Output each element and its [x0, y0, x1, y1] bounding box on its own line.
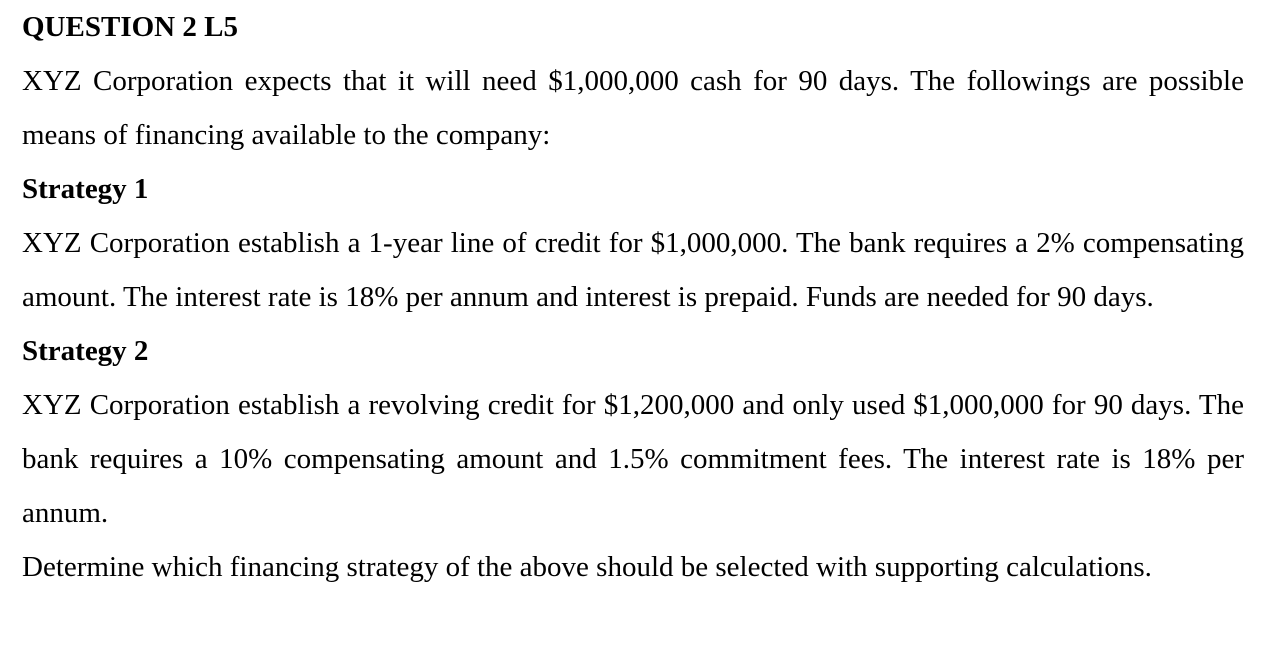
question-title: QUESTION 2 L5	[22, 11, 238, 43]
strategy-1-heading: Strategy 1	[22, 173, 149, 205]
strategy-2-heading: Strategy 2	[22, 335, 149, 367]
strategy-2-text: XYZ Corporation establish a revolving credit for $1,200,000 and only used $1,000,000 for 90 days. The bank requires a 10% compensating amount and 1.5% commitment fees. The interest rate is 18% per annum.	[22, 389, 1244, 529]
document-page	[22, 0, 1244, 594]
strategy-1-text: XYZ Corporation establish a 1-year line of credit for $1,000,000. The bank requires a 2% compensating amount. The interest rate is 18% per annum and interest is prepaid. Funds are needed for 90 days.	[22, 227, 1244, 313]
question-prompt: Determine which financing strategy of the above should be selected with supporting calculations.	[22, 551, 1152, 583]
intro-paragraph: XYZ Corporation expects that it will need $1,000,000 cash for 90 days. The followings are possible means of financing available to the company:	[22, 65, 1244, 151]
